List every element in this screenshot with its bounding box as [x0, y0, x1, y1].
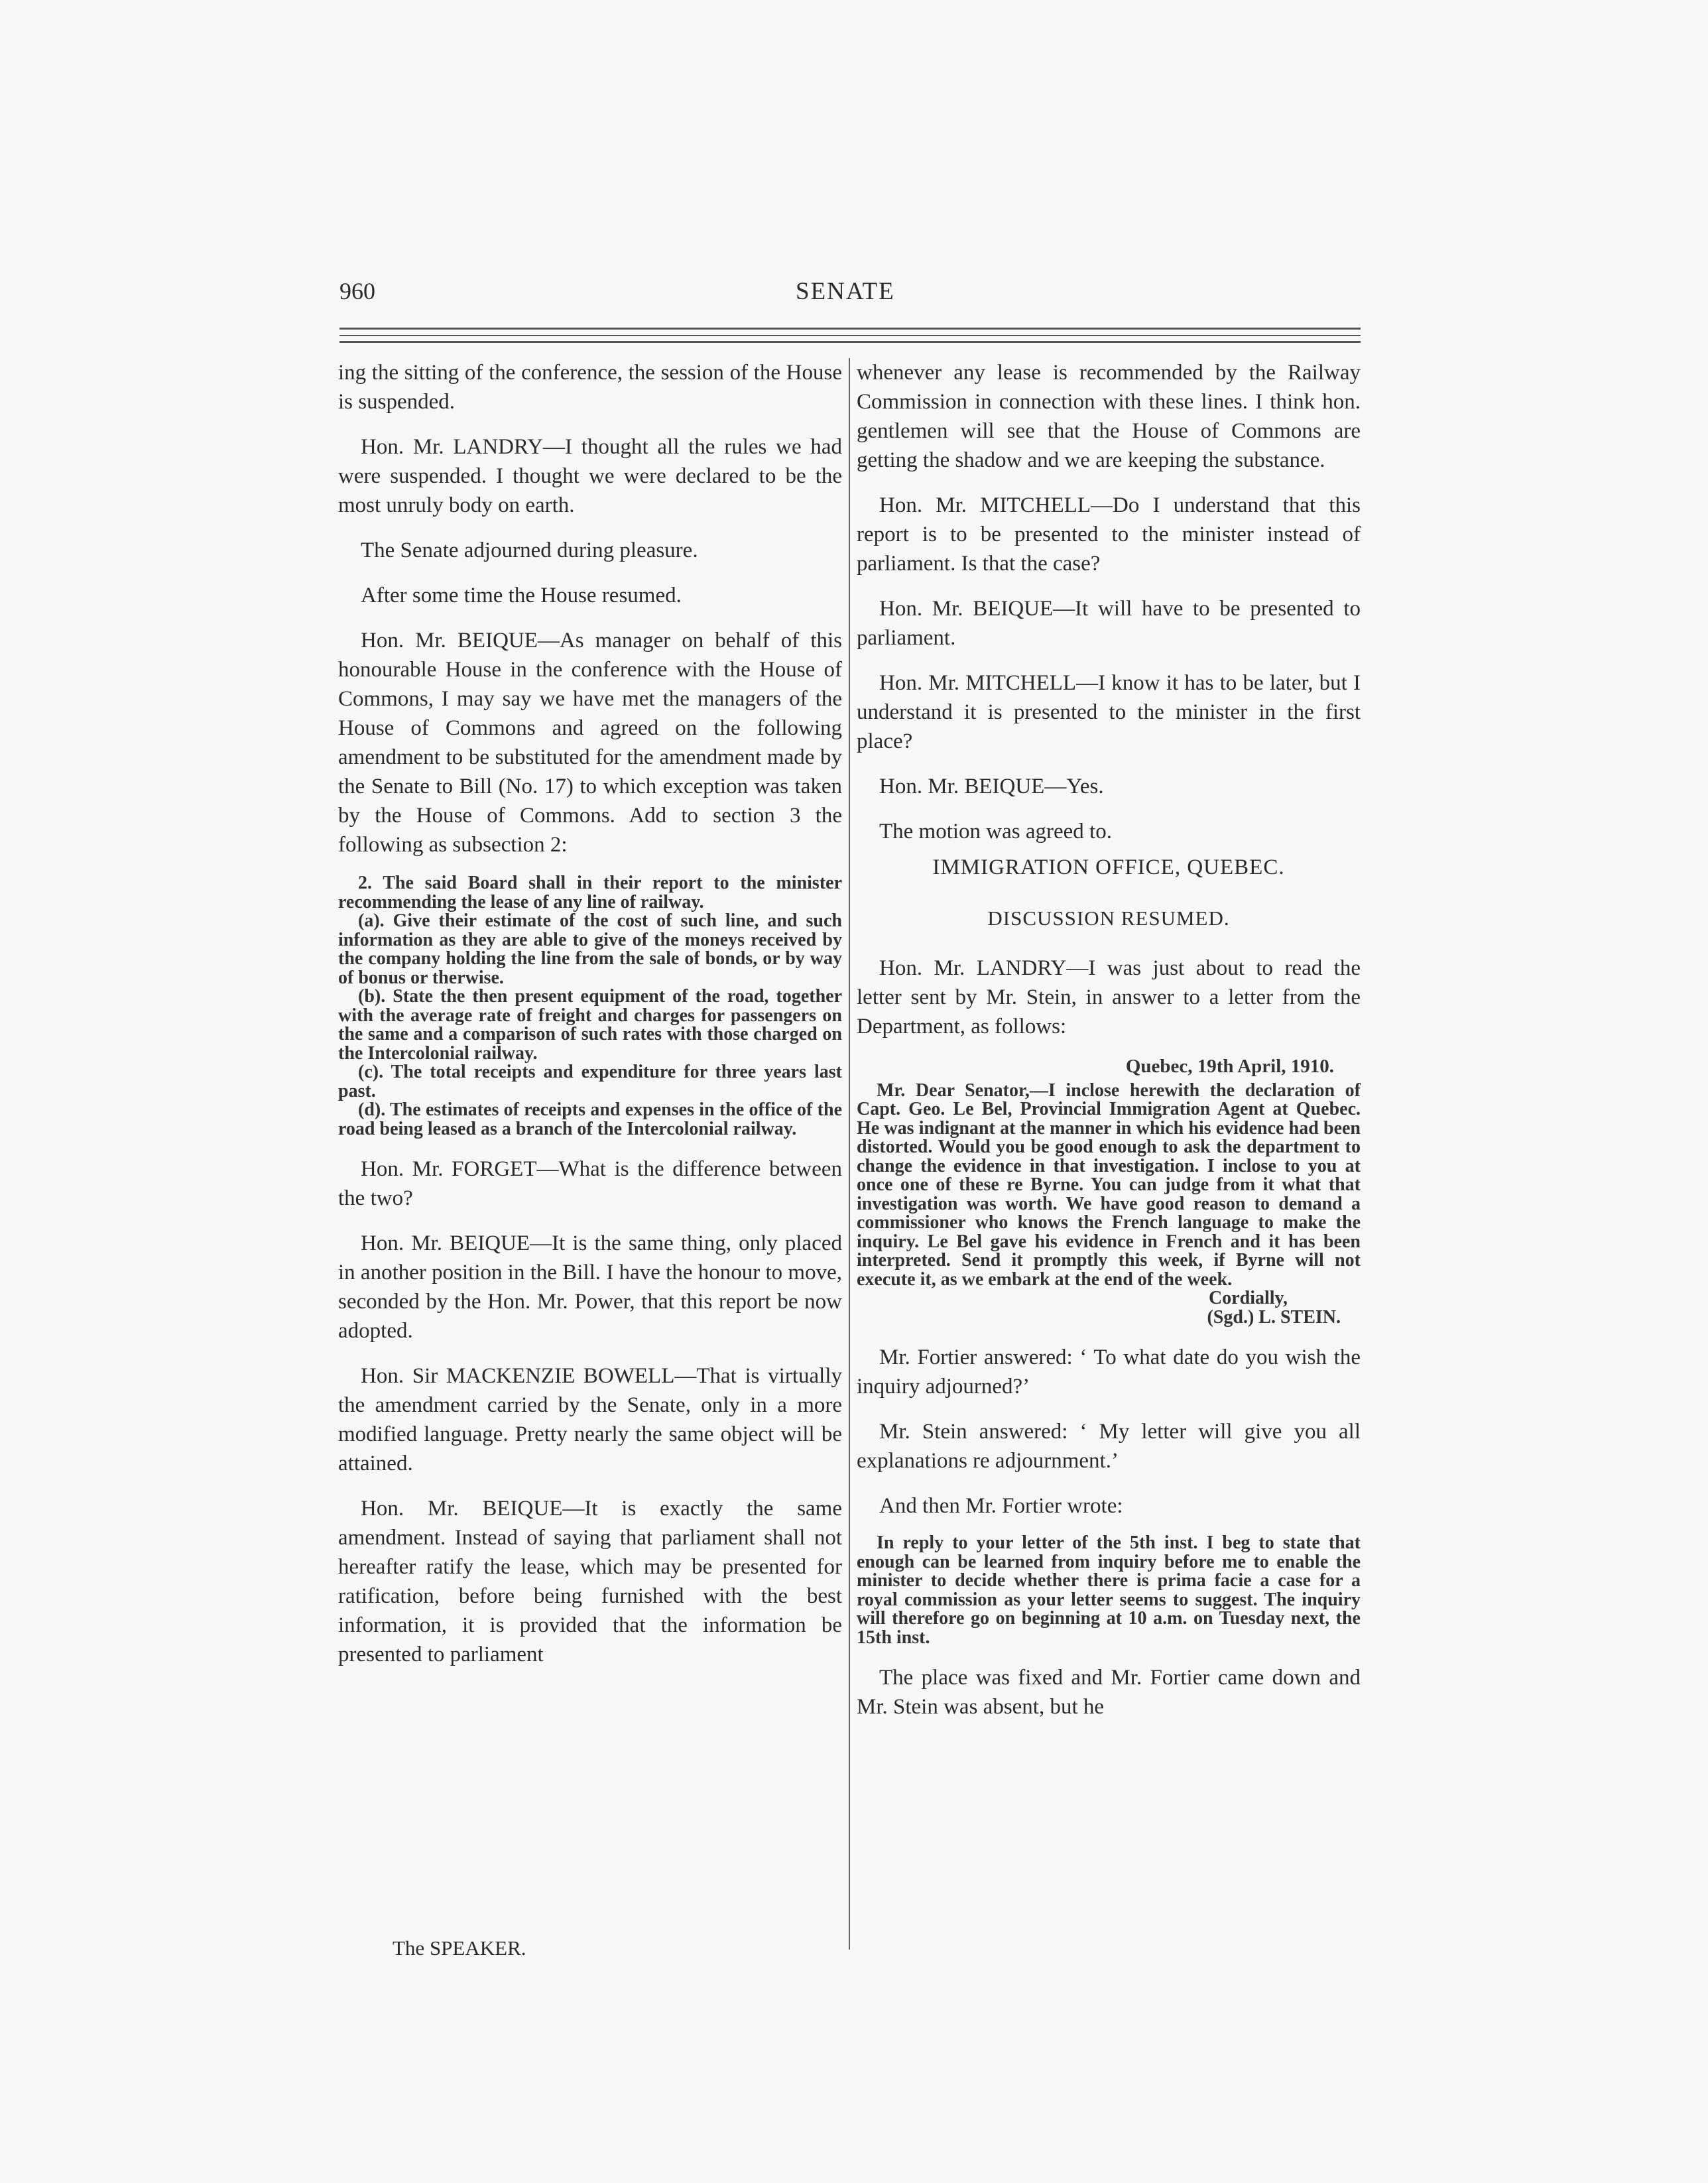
paragraph: Hon. Mr. FORGET—What is the difference between the two?	[338, 1157, 842, 1210]
paragraph: Hon. Mr. BEIQUE—As manager on behalf of this honourable House in the conference with the House of Commons, I may say we have met the managers of the House of Commons and agreed on the following amendment to be substituted for the amendment made by the Senate to Bill (No. 17) to which exception was taken by the House of Commons. Add to section 3 the following as subsection 2:	[338, 629, 842, 857]
running-footer: The SPEAKER.	[393, 1936, 526, 1960]
quoted-amendment	[338, 874, 842, 1139]
letter-body: Mr. Dear Senator,—I inclose herewith the declaration of Capt. Geo. Le Bel, Provincial Immigration Agent at Quebec. He was indignant at the manner in which his evidence had been distorted. Would you be good enough to ask the department to change the evidence in that investigation. I inclose to you at once one of these re Byrne. You can judge from it what that investigation was worth. We have good reason to demand a commissioner who knows the French language to make the inquiry. Le Bel gave his evidence in French and it has been interpreted. Send it promptly this week, if Byrne will not execute it, as we embark at the end of the week.	[857, 1080, 1361, 1290]
paragraph: Hon. Mr. LANDRY—I thought all the rules we had were suspended. I thought we were declared to be the most unruly body on earth.	[338, 435, 842, 517]
paragraph: After some time the House resumed.	[361, 584, 682, 607]
paragraph: Mr. Stein answered: ‘ My letter will give you all explanations re adjournment.’	[857, 1420, 1361, 1473]
quote-line: (a). Give their estimate of the cost of such line, and such information as they are able to give of the moneys received by the company holding the line from the sale of bonds, or by way of bonus or therwise.	[338, 910, 842, 988]
section-heading: IMMIGRATION OFFICE, QUEBEC.	[932, 855, 1285, 879]
paragraph: Hon. Mr. LANDRY—I was just about to read the letter sent by Mr. Stein, in answer to a letter from the Department, as follows:	[857, 956, 1361, 1038]
quoted-letter	[857, 1057, 1361, 1327]
paragraph: The place was fixed and Mr. Fortier came down and Mr. Stein was absent, but he	[857, 1666, 1361, 1719]
paragraph: Hon. Mr. MITCHELL—I know it has to be later, but I understand it is presented to the minister in the first place?	[857, 671, 1361, 753]
paragraph: Mr. Fortier answered: ‘ To what date do you wish the inquiry adjourned?’	[857, 1345, 1361, 1399]
quote-line: (b). State the then present equipment of the road, together with the average rate of freight and charges for passengers on the same and a comparison of such rates with those charged on the Intercolonial railway.	[338, 986, 842, 1064]
paragraph: The motion was agreed to.	[879, 820, 1112, 843]
quote-line: 2. The said Board shall in their report to the minister recommending the lease of any line of railway.	[338, 873, 842, 912]
paragraph: Hon. Mr. BEIQUE—Yes.	[879, 775, 1104, 798]
header-rules	[339, 328, 1361, 347]
paragraph: Hon. Mr. BEIQUE—It is exactly the same amendment. Instead of saying that parliament shall not hereafter ratify the lease, which may be presented for ratification, before being furnished with the best information, it is provided that the information be presented to parliament	[338, 1497, 842, 1666]
letter-date: Quebec, 19th April, 1910.	[1125, 1056, 1334, 1077]
letter-closing: Cordially,	[1208, 1288, 1288, 1308]
paragraph: ing the sitting of the conference, the session of the House is suspended.	[338, 361, 842, 414]
subsection-heading: DISCUSSION RESUMED.	[987, 906, 1230, 930]
paragraph: The Senate adjourned during pleasure.	[361, 538, 698, 562]
page-number: 960	[339, 278, 375, 304]
quote-line: (d). The estimates of receipts and expenses in the office of the road being leased as a branch of the Intercolonial railway.	[338, 1099, 842, 1139]
column-divider	[849, 358, 850, 1950]
quoted-reply: In reply to your letter of the 5th inst. I beg to state that enough can be learned from inquiry before me to enable the minister to decide whether there is prima facie a case for a royal commission as your letter seems to suggest. The inquiry will therefore go on beginning at 10 a.m. on Tuesday next, the 15th inst.	[857, 1532, 1361, 1648]
right-column	[857, 358, 1361, 1721]
paragraph: Hon. Mr. MITCHELL—Do I understand that this report is to be presented to the minister instead of parliament. Is that the case?	[857, 493, 1361, 576]
letter-signature: (Sgd.) L. STEIN.	[1207, 1306, 1341, 1328]
quote-line: (c). The total receipts and expenditure for three years last past.	[338, 1062, 842, 1101]
paragraph: whenever any lease is recommended by the Railway Commission in connection with these lines. I think hon. gentlemen will see that the House of Commons are getting the shadow and we are keeping the substance.	[857, 361, 1361, 472]
paragraph: Hon. Mr. BEIQUE—It is the same thing, only placed in another position in the Bill. I have the honour to move, seconded by the Hon. Mr. Power, that this report be now adopted.	[338, 1231, 842, 1343]
left-column	[338, 358, 842, 1669]
page-title: SENATE	[796, 278, 895, 305]
paragraph: Hon. Sir MACKENZIE BOWELL—That is virtually the amendment carried by the Senate, only in a more modified language. Pretty nearly the same object will be attained.	[338, 1364, 842, 1475]
paragraph: Hon. Mr. BEIQUE—It will have to be presented to parliament.	[857, 597, 1361, 650]
paragraph: And then Mr. Fortier wrote:	[879, 1494, 1123, 1518]
